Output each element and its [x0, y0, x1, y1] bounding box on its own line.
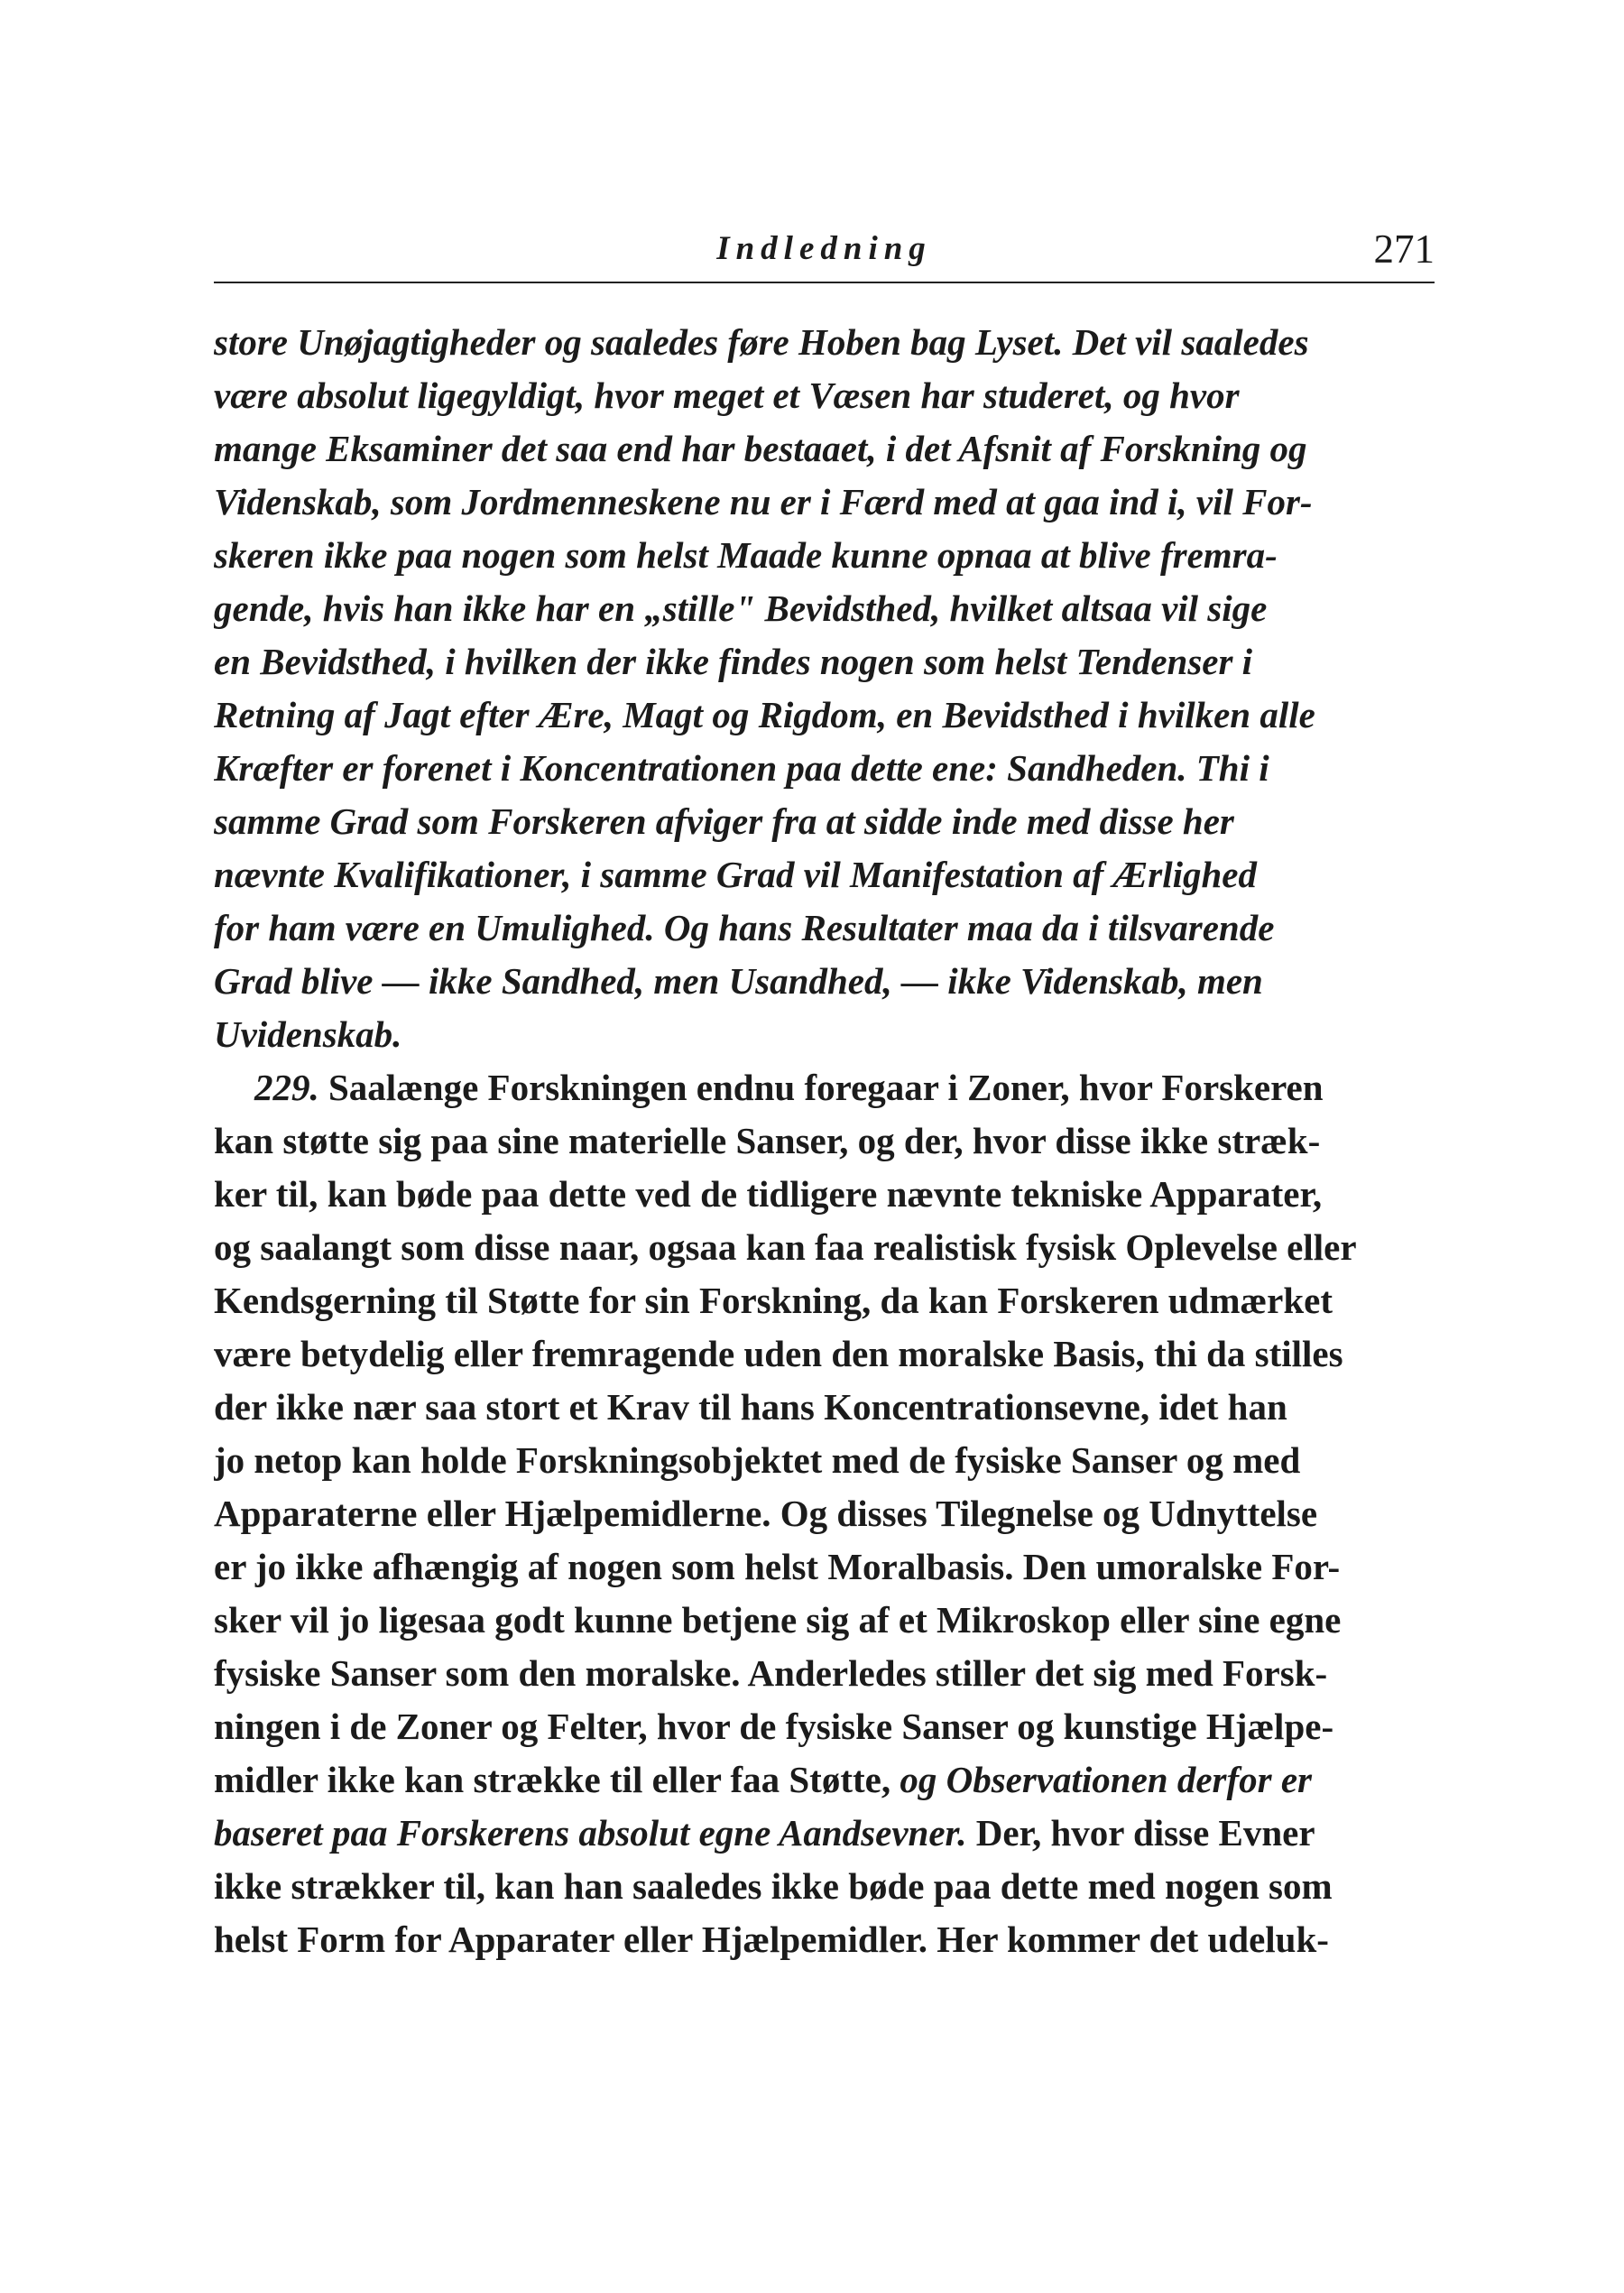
text-line: ker til, kan bøde paa dette ved de tidligere nævnte tekniske Apparater, — [214, 1173, 1323, 1215]
text-line: Videnskab, som Jordmenneskene nu er i Færd med at gaa ind i, vil For- — [214, 481, 1313, 522]
paragraph-first-line — [214, 1061, 1435, 1114]
text-line: sker vil jo ligesaa godt kunne betjene sig af et Mikroskop eller sine egne — [214, 1599, 1342, 1641]
text-line: skeren ikke paa nogen som helst Maade kunne opnaa at blive fremra- — [214, 534, 1278, 576]
text-line: for ham være en Umulighed. Og hans Resultater maa da i tilsvarende — [214, 907, 1275, 948]
text-segment: Saalænge Forskningen endnu foregaar i Zoner, hvor Forskeren — [318, 1067, 1324, 1108]
text-line: ningen i de Zoner og Felter, hvor de fysiske Sanser og kunstige Hjælpe- — [214, 1706, 1334, 1747]
text-line: ikke strækker til, kan han saaledes ikke bøde paa dette med nogen som — [214, 1865, 1333, 1907]
text-line: Uvidenskab. — [214, 1013, 402, 1055]
chapter-title: Indledning — [716, 230, 932, 267]
text-line: helst Form for Apparater eller Hjælpemidler. Her kommer det udeluk- — [214, 1919, 1329, 1960]
text-line: Kendsgerning til Støtte for sin Forskning, da kan Forskeren udmærket — [214, 1280, 1333, 1321]
text-segment: Der, hvor disse Evner — [966, 1812, 1315, 1854]
text-line: Retning af Jagt efter Ære, Magt og Rigdom, en Bevidsthed i hvilken alle — [214, 694, 1315, 735]
text-line: Apparaterne eller Hjælpemidlerne. Og disses Tilegnelse og Udnyttelse — [214, 1493, 1318, 1534]
page-number: 271 — [1373, 227, 1435, 272]
text-line: fysiske Sanser som den moralske. Anderledes stiller det sig med Forsk- — [214, 1652, 1328, 1694]
emphasis-segment: baseret paa Forskerens absolut egne Aandsevner. — [214, 1812, 967, 1854]
text-line: og saalangt som disse naar, ogsaa kan faa realistisk fysisk Oplevelse eller — [214, 1226, 1357, 1268]
text-line: jo netop kan holde Forskningsobjektet med de fysiske Sanser og med — [214, 1439, 1301, 1481]
text-line: være absolut ligegyldigt, hvor meget et Væsen har studeret, og hvor — [214, 374, 1240, 416]
body-text — [214, 316, 1435, 1966]
text-segment: midler ikke kan strække til eller faa Støtte, — [214, 1759, 900, 1800]
text-line: mange Eksaminer det saa end har bestaaet, i det Afsnit af Forskning og — [214, 428, 1307, 469]
text-line: Kræfter er forenet i Koncentrationen paa dette ene: Sandheden. Thi i — [214, 747, 1269, 789]
paragraph-229 — [214, 1061, 1435, 1966]
mixed-line — [214, 1807, 1435, 1860]
text-line: nævnte Kvalifikationer, i samme Grad vil Manifestation af Ærlighed — [214, 854, 1257, 895]
text-line: Grad blive — ikke Sandhed, men Usandhed, — ikke Videnskab, men — [214, 960, 1263, 1002]
text-line: gende, hvis han ikke har en „stille" Bevidsthed, hvilket altsaa vil sige — [214, 587, 1268, 629]
mixed-line — [214, 1753, 1435, 1807]
text-line: kan støtte sig paa sine materielle Sanser, og der, hvor disse ikke stræk- — [214, 1120, 1321, 1161]
paragraph-number: 229. — [254, 1067, 319, 1108]
text-line: store Unøjagtigheder og saaledes føre Hoben bag Lyset. Det vil saaledes — [214, 321, 1309, 363]
emphasis-segment: og Observationen derfor er — [900, 1759, 1313, 1800]
text-line: er jo ikke afhængig af nogen som helst Moralbasis. Den umoralske For- — [214, 1546, 1341, 1587]
text-line: samme Grad som Forskeren afviger fra at sidde inde med disse her — [214, 800, 1234, 842]
text-line: en Bevidsthed, i hvilken der ikke findes nogen som helst Tendenser i — [214, 641, 1253, 682]
running-header — [214, 226, 1435, 283]
italic-paragraph — [214, 316, 1435, 1061]
text-line: der ikke nær saa stort et Krav til hans Koncentrationsevne, idet han — [214, 1386, 1287, 1428]
text-line: være betydelig eller fremragende uden den moralske Basis, thi da stilles — [214, 1333, 1343, 1374]
